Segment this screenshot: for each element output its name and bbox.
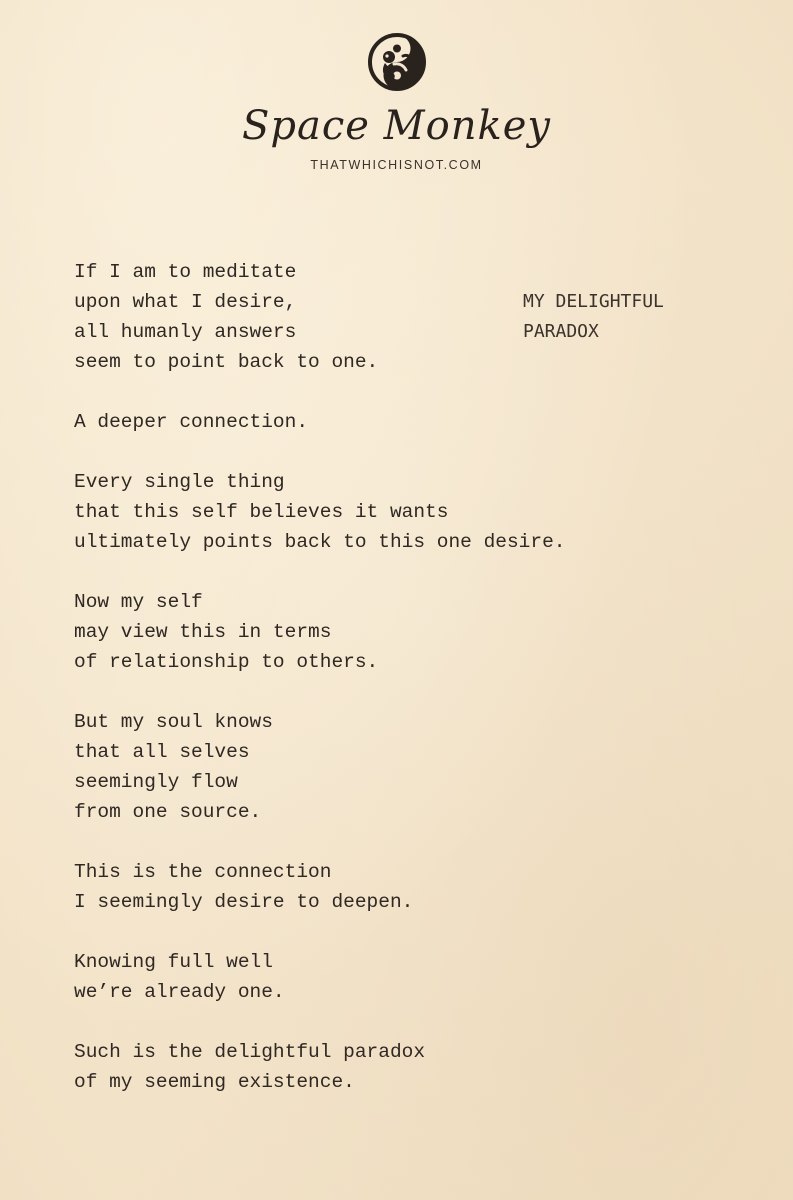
poem-line: Every single thing: [74, 471, 285, 493]
poem-line: I seemingly desire to deepen.: [74, 891, 414, 913]
stanza: [74, 707, 494, 827]
poem-line: may view this in terms: [74, 621, 332, 643]
stanza: [74, 257, 494, 377]
poem-line: of my seeming existence.: [74, 1071, 355, 1093]
poem-line: of relationship to others.: [74, 651, 379, 673]
stanza: [74, 1037, 494, 1097]
poem-title-line: MY DELIGHTFUL: [523, 291, 664, 312]
brand-header: [0, 30, 793, 172]
poem-title-line: PARADOX: [523, 321, 599, 342]
poem-body: [74, 257, 566, 1127]
poem-line: Now my self: [74, 591, 203, 613]
poem-line: upon what I desire,: [74, 291, 297, 313]
poem-line: Such is the delightful paradox: [74, 1041, 426, 1063]
stanza: [74, 947, 494, 1007]
poem-line: all humanly answers: [74, 321, 297, 343]
brand-site-url: THATWHICHISNOT.COM: [310, 158, 483, 172]
poem-line: that this self believes it wants: [74, 501, 449, 523]
poem-line: This is the connection: [74, 861, 332, 883]
poem-title: [523, 287, 763, 347]
poem-line: A deeper connection.: [74, 411, 309, 433]
poem-line: seemingly flow: [74, 771, 238, 793]
stanza: [74, 857, 494, 917]
poem-line: ultimately points back to this one desire.: [74, 531, 566, 553]
poem-line: Knowing full well: [74, 951, 273, 973]
stanza: [74, 467, 566, 557]
poem-line: from one source.: [74, 801, 262, 823]
poem-line: But my soul knows: [74, 711, 273, 733]
poem-line: that all selves: [74, 741, 250, 763]
yin-yang-monkey-icon: [365, 30, 429, 94]
stanza: [74, 407, 494, 437]
brand-name: Space Monkey: [242, 103, 551, 149]
poem-line: seem to point back to one.: [74, 351, 379, 373]
poem-line: If I am to meditate: [74, 261, 297, 283]
stanza: [74, 587, 494, 677]
poem-line: we’re already one.: [74, 981, 285, 1003]
